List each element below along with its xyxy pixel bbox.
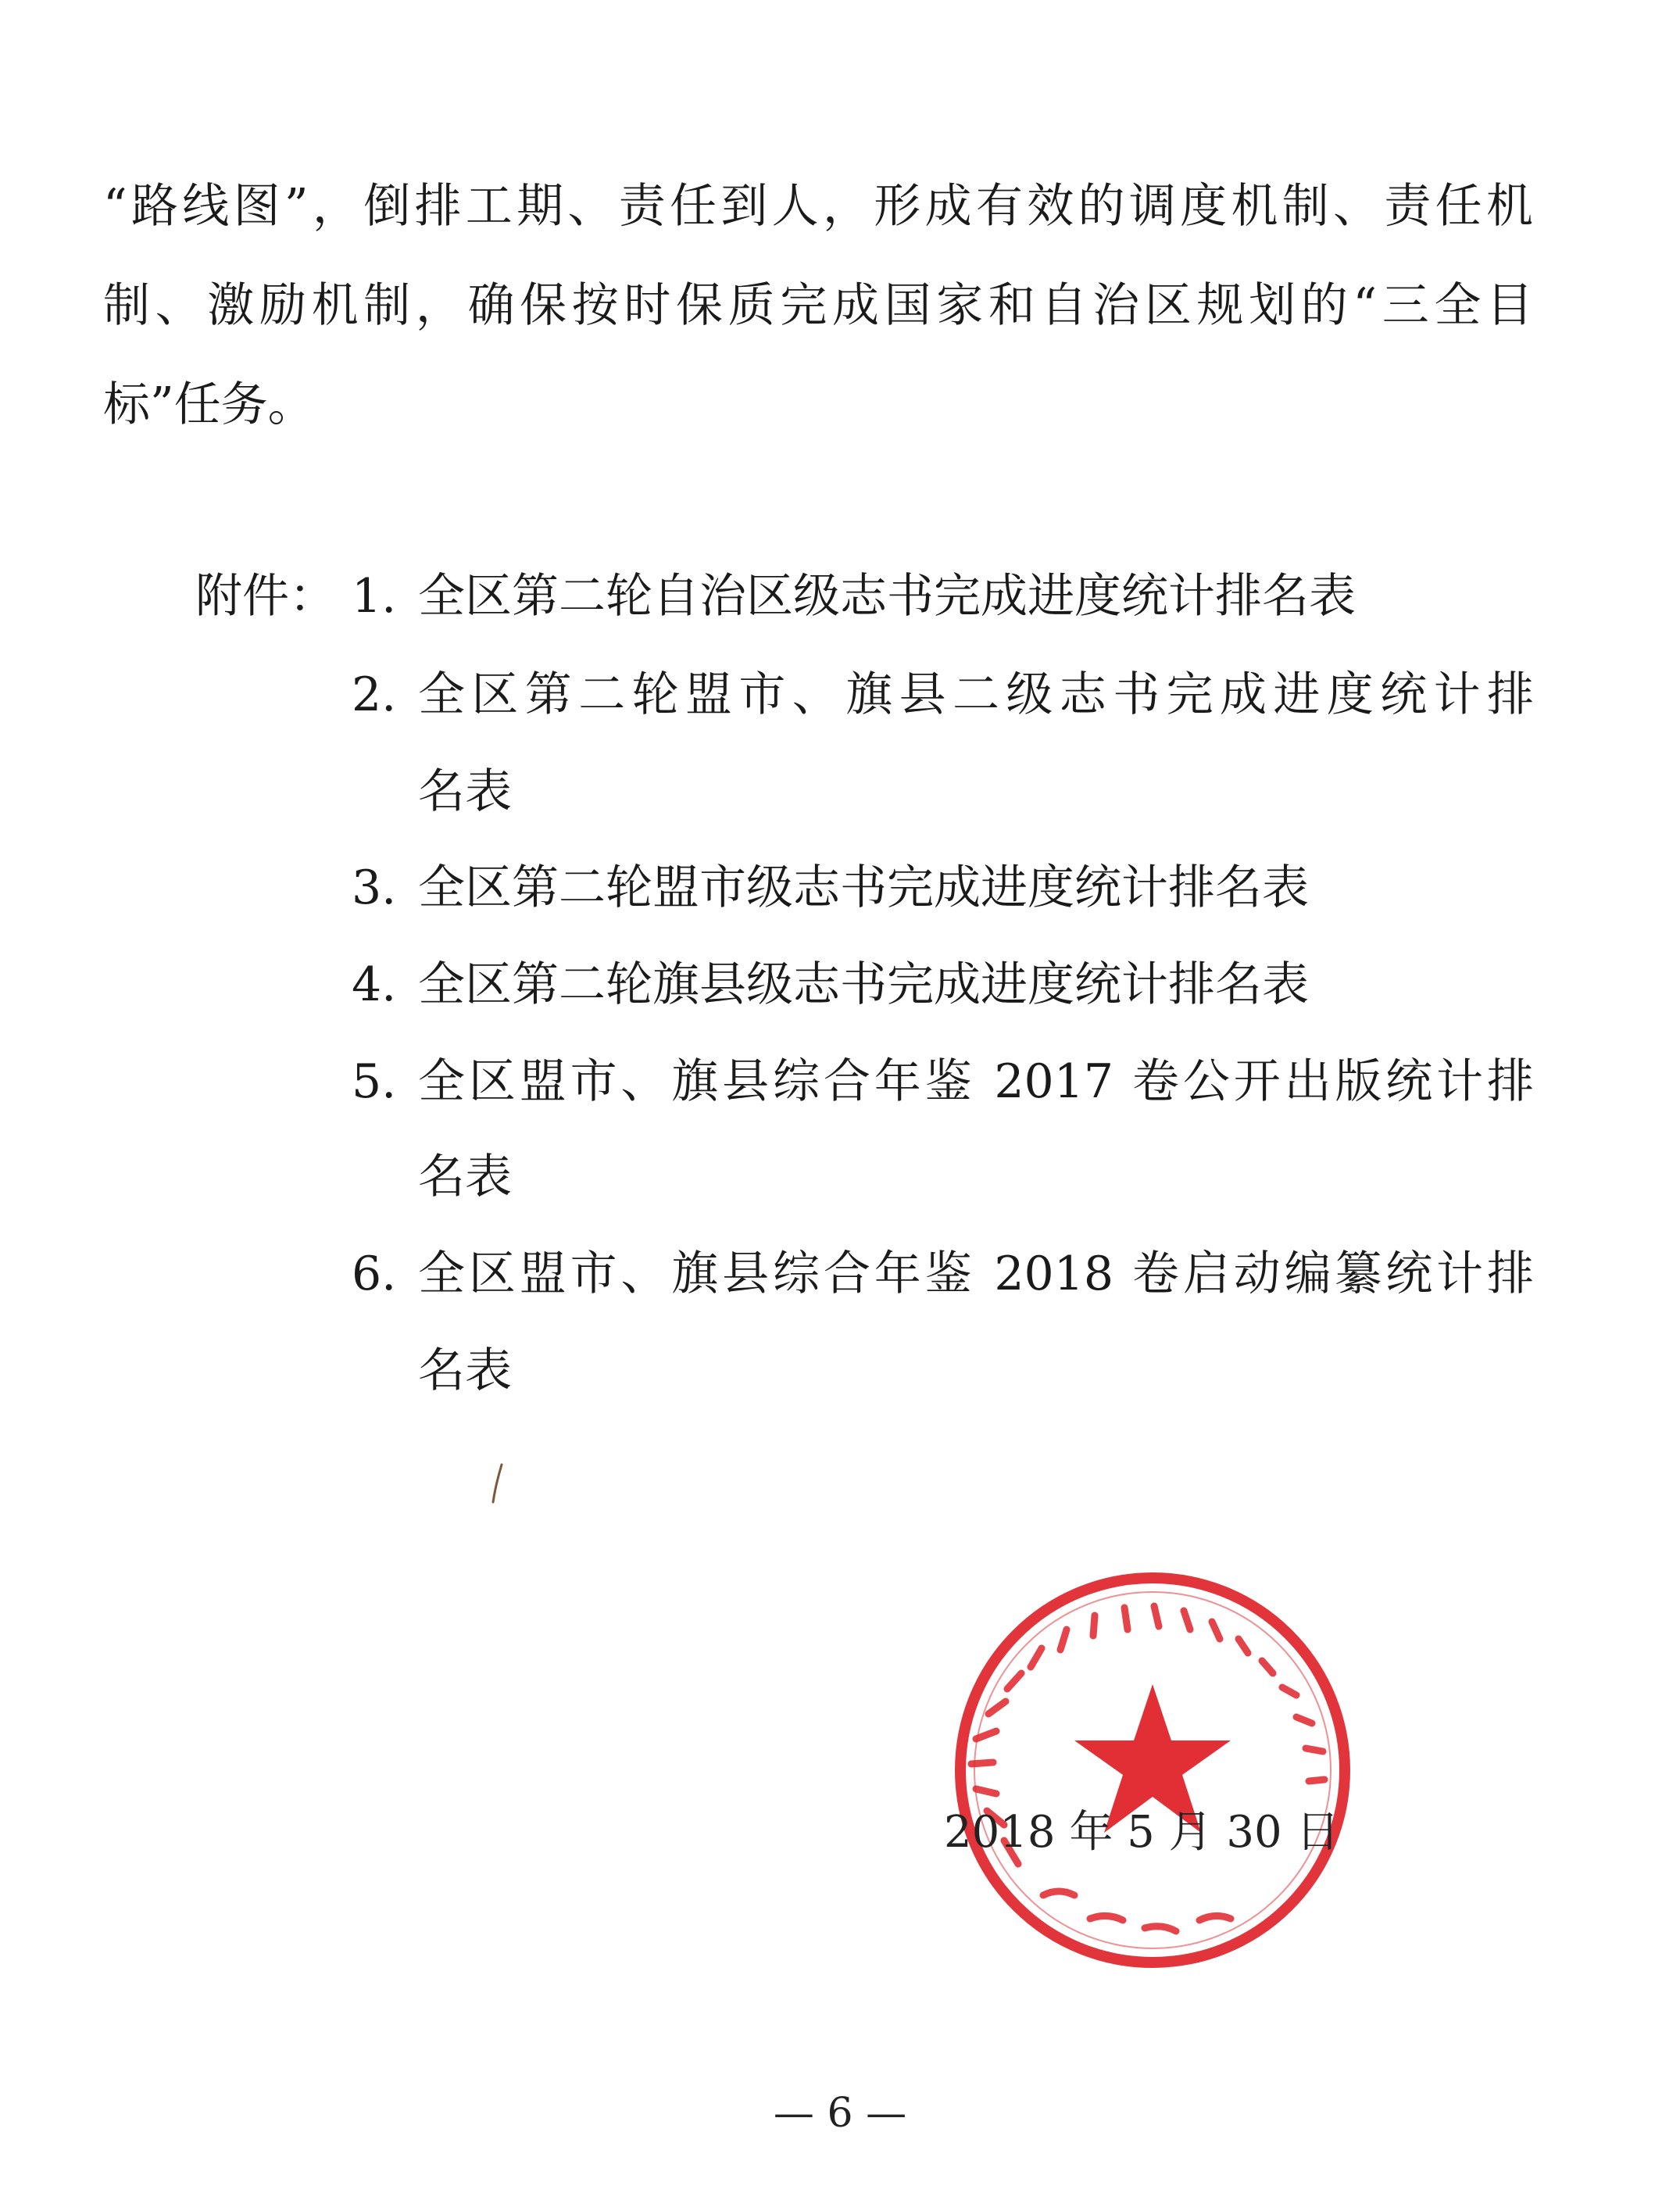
attachment-4-line-1: 全区第二轮旗县级志书完成进度统计排名表 xyxy=(418,957,1309,1012)
attachment-4-number: 4. xyxy=(352,957,397,1012)
attachment-3-line-1: 全区第二轮盟市级志书完成进度统计排名表 xyxy=(418,860,1309,915)
attachment-6-line-1: 全区盟市、旗县综合年鉴 2018 卷启动编纂统计排 xyxy=(418,1247,1534,1301)
attachment-2-number: 2. xyxy=(352,667,397,722)
paragraph-line-2: 制、激励机制，确保按时保质完成国家和自治区规划的“三全目 xyxy=(103,278,1533,333)
pen-mark xyxy=(491,1463,505,1504)
attachment-5-line-1: 全区盟市、旗县综合年鉴 2017 卷公开出版统计排 xyxy=(418,1054,1534,1109)
attachment-3-number: 3. xyxy=(352,860,397,915)
attachment-1-number: 1. xyxy=(352,569,397,624)
attachment-6-number: 6. xyxy=(352,1247,397,1301)
attachment-5-line-2: 名表 xyxy=(418,1150,512,1204)
attachment-5-number: 5. xyxy=(352,1054,397,1109)
attachments-label: 附件： xyxy=(195,569,336,624)
attachment-6-line-2: 名表 xyxy=(418,1343,512,1398)
issue-date: 2018 年 5 月 30 日 xyxy=(944,1807,1340,1858)
page-number: — 6 — xyxy=(773,2090,907,2137)
attachment-2-line-2: 名表 xyxy=(418,764,512,819)
attachment-1-line-1: 全区第二轮自治区级志书完成进度统计排名表 xyxy=(418,569,1356,624)
red-star-seal-icon xyxy=(949,1567,1356,1973)
paragraph-line-1: “路线图”，倒排工期、责任到人，形成有效的调度机制、责任机 xyxy=(103,179,1533,234)
paragraph-line-3: 标”任务。 xyxy=(103,377,315,432)
attachment-2-line-1: 全区第二轮盟市、旗县二级志书完成进度统计排 xyxy=(418,667,1534,722)
